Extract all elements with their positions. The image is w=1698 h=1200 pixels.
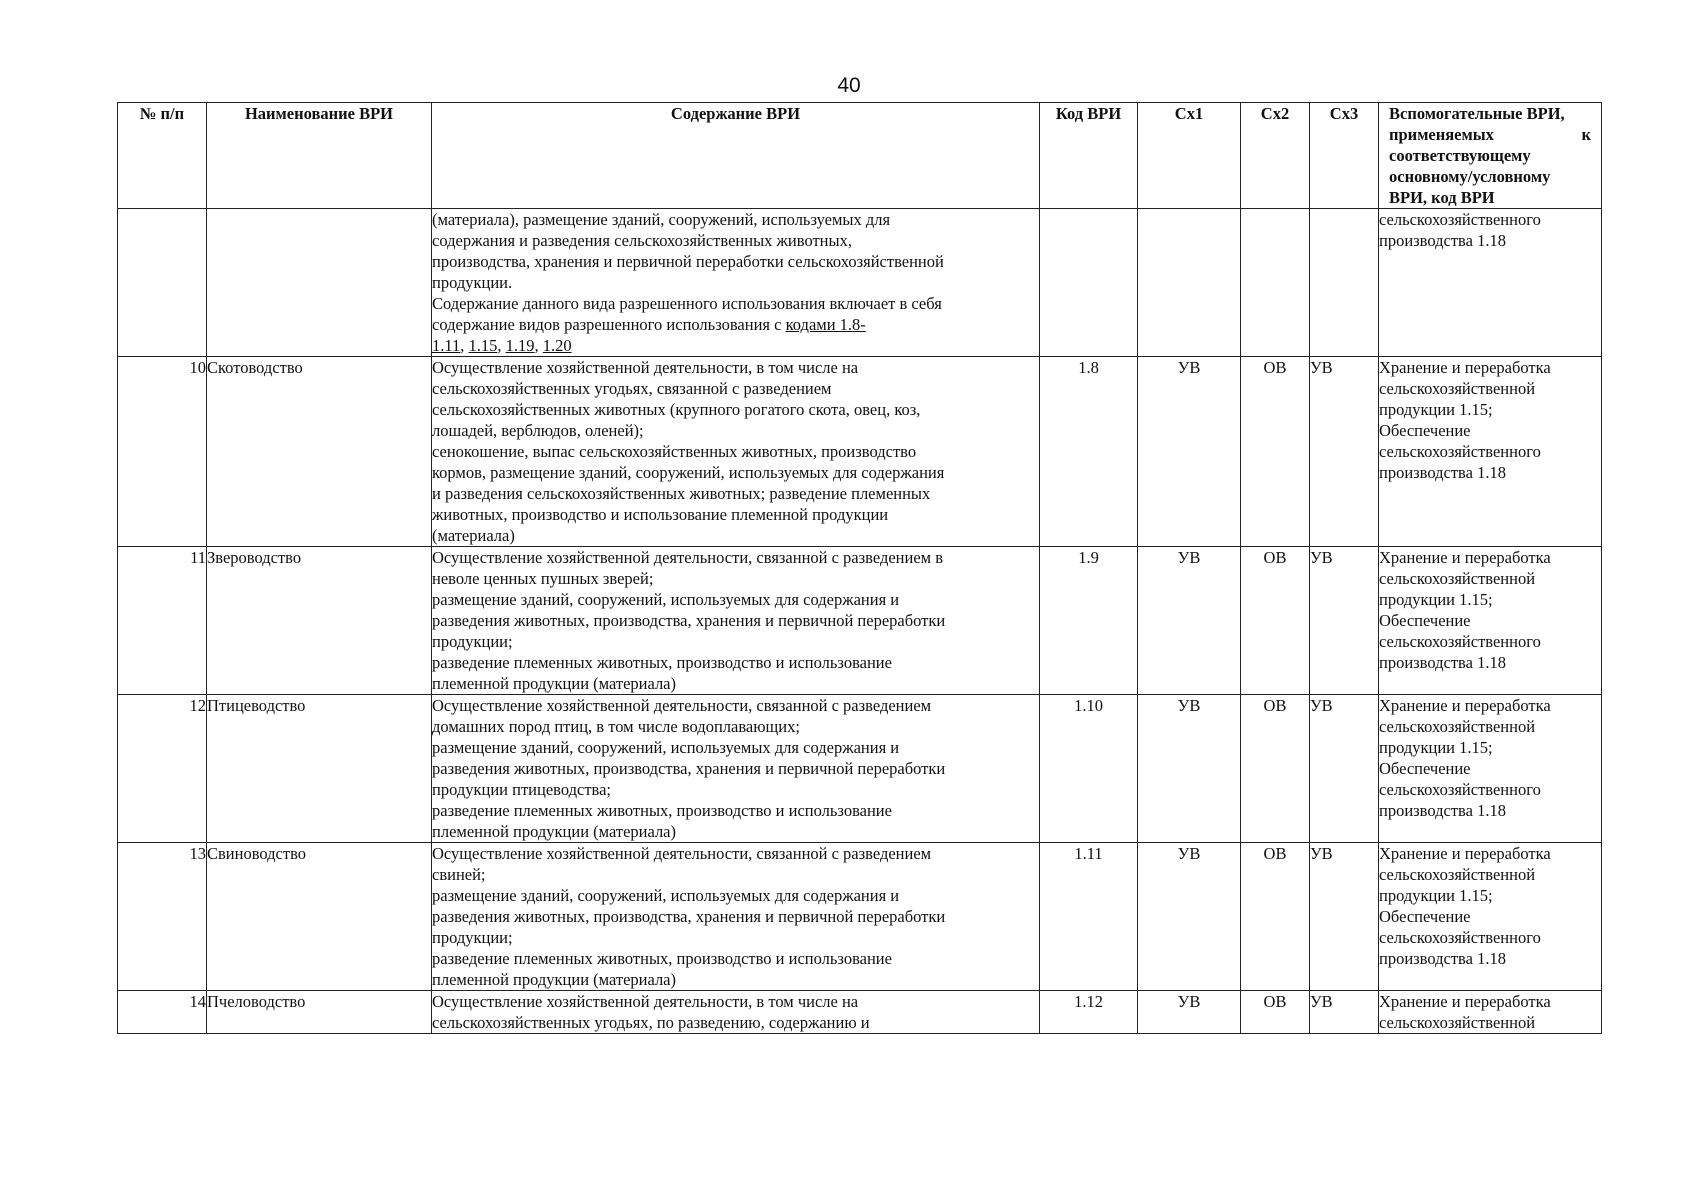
content-line: племенной продукции (материала) bbox=[432, 674, 677, 693]
cell-aux bbox=[1379, 991, 1602, 1034]
header-cx3: Сх3 bbox=[1310, 103, 1379, 209]
cell-code: 1.9 bbox=[1040, 547, 1138, 695]
aux-line: сельскохозяйственной bbox=[1379, 379, 1536, 398]
cell-aux bbox=[1379, 547, 1602, 695]
aux-line: производства 1.18 bbox=[1379, 949, 1506, 968]
content-line: сельскохозяйственных угодьях, по разведению, содержанию и bbox=[432, 1013, 870, 1032]
content-line: сенокошение, выпас сельскохозяйственных животных, производство bbox=[432, 442, 917, 461]
cell-cx1: УВ bbox=[1138, 357, 1241, 547]
vri-table bbox=[117, 102, 1602, 1034]
code-link-1-15[interactable]: 1.15 bbox=[468, 336, 498, 355]
content-line: племенной продукции (материала) bbox=[432, 970, 677, 989]
content-line: племенной продукции (материала) bbox=[432, 822, 677, 841]
table-row bbox=[118, 695, 1602, 843]
aux-line: Обеспечение bbox=[1379, 421, 1471, 440]
cell-content bbox=[432, 695, 1040, 843]
content-line: разведения животных, производства, хранения и первичной переработки bbox=[432, 759, 946, 778]
cell-name bbox=[207, 209, 432, 357]
content-line: сельскохозяйственных угодьях, связанной с разведением bbox=[432, 379, 832, 398]
content-line: Осуществление хозяйственной деятельности, в том числе на bbox=[432, 358, 859, 377]
content-line: Осуществление хозяйственной деятельности, в том числе на bbox=[432, 992, 859, 1011]
cell-cx2: ОВ bbox=[1241, 547, 1310, 695]
cell-num: 10 bbox=[118, 357, 207, 547]
aux-line: продукции 1.15; bbox=[1379, 886, 1493, 905]
content-line: размещение зданий, сооружений, используемых для содержания и bbox=[432, 886, 900, 905]
aux-line: Хранение и переработка bbox=[1379, 358, 1551, 377]
cell-content bbox=[432, 843, 1040, 991]
content-line: (материала) bbox=[432, 526, 515, 545]
cell-code: 1.10 bbox=[1040, 695, 1138, 843]
aux-line: сельскохозяйственной bbox=[1379, 865, 1536, 884]
aux-line: Хранение и переработка bbox=[1379, 992, 1551, 1011]
cell-aux bbox=[1379, 695, 1602, 843]
aux-line: сельскохозяйственной bbox=[1379, 717, 1536, 736]
cell-name: Свиноводство bbox=[207, 843, 432, 991]
content-line: неволе ценных пушных зверей; bbox=[432, 569, 654, 588]
header-name: Наименование ВРИ bbox=[207, 103, 432, 209]
cell-name: Звероводство bbox=[207, 547, 432, 695]
cell-content bbox=[432, 547, 1040, 695]
table-row bbox=[118, 357, 1602, 547]
aux-line: производства 1.18 bbox=[1379, 231, 1506, 250]
cell-cx3: УВ bbox=[1310, 547, 1379, 695]
content-line: продукции; bbox=[432, 928, 513, 947]
content-line: продукции птицеводства; bbox=[432, 780, 612, 799]
cell-cx1 bbox=[1138, 209, 1241, 357]
header-aux-line: соответствующему bbox=[1389, 146, 1531, 165]
content-line: производства, хранения и первичной переработки сельскохозяйственной bbox=[432, 252, 944, 271]
cell-cx3: УВ bbox=[1310, 695, 1379, 843]
aux-line: сельскохозяйственного bbox=[1379, 632, 1541, 651]
separator: , bbox=[534, 336, 543, 355]
separator: , bbox=[497, 336, 506, 355]
cell-code: 1.8 bbox=[1040, 357, 1138, 547]
content-line: сельскохозяйственных животных (крупного рогатого скота, овец, коз, bbox=[432, 400, 921, 419]
aux-line: сельскохозяйственного bbox=[1379, 928, 1541, 947]
cell-cx2: ОВ bbox=[1241, 991, 1310, 1034]
code-link-1-11[interactable]: 1.11 bbox=[432, 336, 461, 355]
separator: , bbox=[460, 336, 469, 355]
cell-aux bbox=[1379, 209, 1602, 357]
cell-cx1: УВ bbox=[1138, 547, 1241, 695]
aux-line: производства 1.18 bbox=[1379, 801, 1506, 820]
cell-name: Пчеловодство bbox=[207, 991, 432, 1034]
header-cx1: Сх1 bbox=[1138, 103, 1241, 209]
content-line: разведение племенных животных, производство и использование bbox=[432, 949, 892, 968]
cell-content bbox=[432, 991, 1040, 1034]
content-line: Осуществление хозяйственной деятельности, связанной с разведением в bbox=[432, 548, 944, 567]
aux-line: Хранение и переработка bbox=[1379, 696, 1551, 715]
cell-content bbox=[432, 357, 1040, 547]
header-aux-word: применяемых bbox=[1389, 125, 1494, 144]
cell-num: 11 bbox=[118, 547, 207, 695]
aux-line: Обеспечение bbox=[1379, 611, 1471, 630]
content-line: содержания и разведения сельскохозяйственных животных, bbox=[432, 231, 852, 250]
content-line: Содержание данного вида разрешенного использования включает в себя bbox=[432, 294, 942, 313]
cell-cx2: ОВ bbox=[1241, 695, 1310, 843]
table-row bbox=[118, 991, 1602, 1034]
table-row-continuation bbox=[118, 209, 1602, 357]
content-line: разведение племенных животных, производство и использование bbox=[432, 801, 892, 820]
header-content: Содержание ВРИ bbox=[432, 103, 1040, 209]
cell-aux bbox=[1379, 843, 1602, 991]
page-number: 40 bbox=[837, 74, 861, 97]
content-line: домашних пород птиц, в том числе водоплавающих; bbox=[432, 717, 800, 736]
cell-code: 1.11 bbox=[1040, 843, 1138, 991]
content-line: размещение зданий, сооружений, используемых для содержания и bbox=[432, 590, 900, 609]
cell-cx2 bbox=[1241, 209, 1310, 357]
content-line: лошадей, верблюдов, оленей); bbox=[432, 421, 644, 440]
header-num: № п/п bbox=[118, 103, 207, 209]
content-line: и разведения сельскохозяйственных животных; разведение племенных bbox=[432, 484, 931, 503]
cell-code: 1.12 bbox=[1040, 991, 1138, 1034]
cell-name: Птицеводство bbox=[207, 695, 432, 843]
cell-num: 14 bbox=[118, 991, 207, 1034]
content-text: содержание видов разрешенного использования с bbox=[432, 315, 786, 334]
cell-cx1: УВ bbox=[1138, 695, 1241, 843]
content-line: разведения животных, производства, хранения и первичной переработки bbox=[432, 611, 946, 630]
cell-cx3 bbox=[1310, 209, 1379, 357]
cell-cx2: ОВ bbox=[1241, 843, 1310, 991]
content-line: свиней; bbox=[432, 865, 486, 884]
aux-line: Хранение и переработка bbox=[1379, 844, 1551, 863]
code-link-1-19[interactable]: 1.19 bbox=[505, 336, 535, 355]
aux-line: производства 1.18 bbox=[1379, 653, 1506, 672]
aux-line: производства 1.18 bbox=[1379, 463, 1506, 482]
table-row bbox=[118, 547, 1602, 695]
content-line: кормов, размещение зданий, сооружений, используемых для содержания bbox=[432, 463, 945, 482]
aux-line: сельскохозяйственной bbox=[1379, 1013, 1536, 1032]
cell-cx2: ОВ bbox=[1241, 357, 1310, 547]
cell-name: Скотоводство bbox=[207, 357, 432, 547]
cell-cx3: УВ bbox=[1310, 357, 1379, 547]
content-line: размещение зданий, сооружений, используемых для содержания и bbox=[432, 738, 900, 757]
aux-line: продукции 1.15; bbox=[1379, 400, 1493, 419]
table-row bbox=[118, 843, 1602, 991]
content-line: (материала), размещение зданий, сооружений, используемых для bbox=[432, 210, 891, 229]
aux-line: сельскохозяйственной bbox=[1379, 569, 1536, 588]
table-header-row bbox=[118, 103, 1602, 209]
content-line: разведения животных, производства, хранения и первичной переработки bbox=[432, 907, 946, 926]
aux-line: Хранение и переработка bbox=[1379, 548, 1551, 567]
header-aux-word: к bbox=[1581, 125, 1591, 144]
cell-cx1: УВ bbox=[1138, 843, 1241, 991]
content-line: Осуществление хозяйственной деятельности, связанной с разведением bbox=[432, 696, 932, 715]
aux-line: сельскохозяйственного bbox=[1379, 210, 1541, 229]
cell-num: 13 bbox=[118, 843, 207, 991]
content-line: животных, производство и использование племенной продукции bbox=[432, 505, 889, 524]
aux-line: продукции 1.15; bbox=[1379, 738, 1493, 757]
content-line: продукции. bbox=[432, 273, 513, 292]
aux-line: Обеспечение bbox=[1379, 759, 1471, 778]
cell-content bbox=[432, 209, 1040, 357]
aux-line: сельскохозяйственного bbox=[1379, 442, 1541, 461]
aux-line: продукции 1.15; bbox=[1379, 590, 1493, 609]
header-aux-line: основному/условному bbox=[1389, 167, 1551, 186]
content-line: Осуществление хозяйственной деятельности, связанной с разведением bbox=[432, 844, 932, 863]
aux-line: сельскохозяйственного bbox=[1379, 780, 1541, 799]
cell-cx3: УВ bbox=[1310, 843, 1379, 991]
header-code: Код ВРИ bbox=[1040, 103, 1138, 209]
content-line: разведение племенных животных, производство и использование bbox=[432, 653, 892, 672]
header-aux-line bbox=[1389, 124, 1591, 145]
content-line: продукции; bbox=[432, 632, 513, 651]
header-aux bbox=[1379, 103, 1602, 209]
header-aux-line: ВРИ, код ВРИ bbox=[1389, 188, 1495, 207]
cell-num bbox=[118, 209, 207, 357]
cell-num: 12 bbox=[118, 695, 207, 843]
content-line bbox=[432, 314, 1039, 335]
code-link-1-20[interactable]: 1.20 bbox=[542, 336, 572, 355]
header-aux-line: Вспомогательные ВРИ, bbox=[1389, 104, 1565, 123]
cell-aux bbox=[1379, 357, 1602, 547]
aux-line: Обеспечение bbox=[1379, 907, 1471, 926]
cell-code bbox=[1040, 209, 1138, 357]
content-line bbox=[432, 335, 1039, 356]
cell-cx1: УВ bbox=[1138, 991, 1241, 1034]
cell-cx3: УВ bbox=[1310, 991, 1379, 1034]
codes-link[interactable]: кодами 1.8- bbox=[785, 315, 866, 334]
header-cx2: Сх2 bbox=[1241, 103, 1310, 209]
